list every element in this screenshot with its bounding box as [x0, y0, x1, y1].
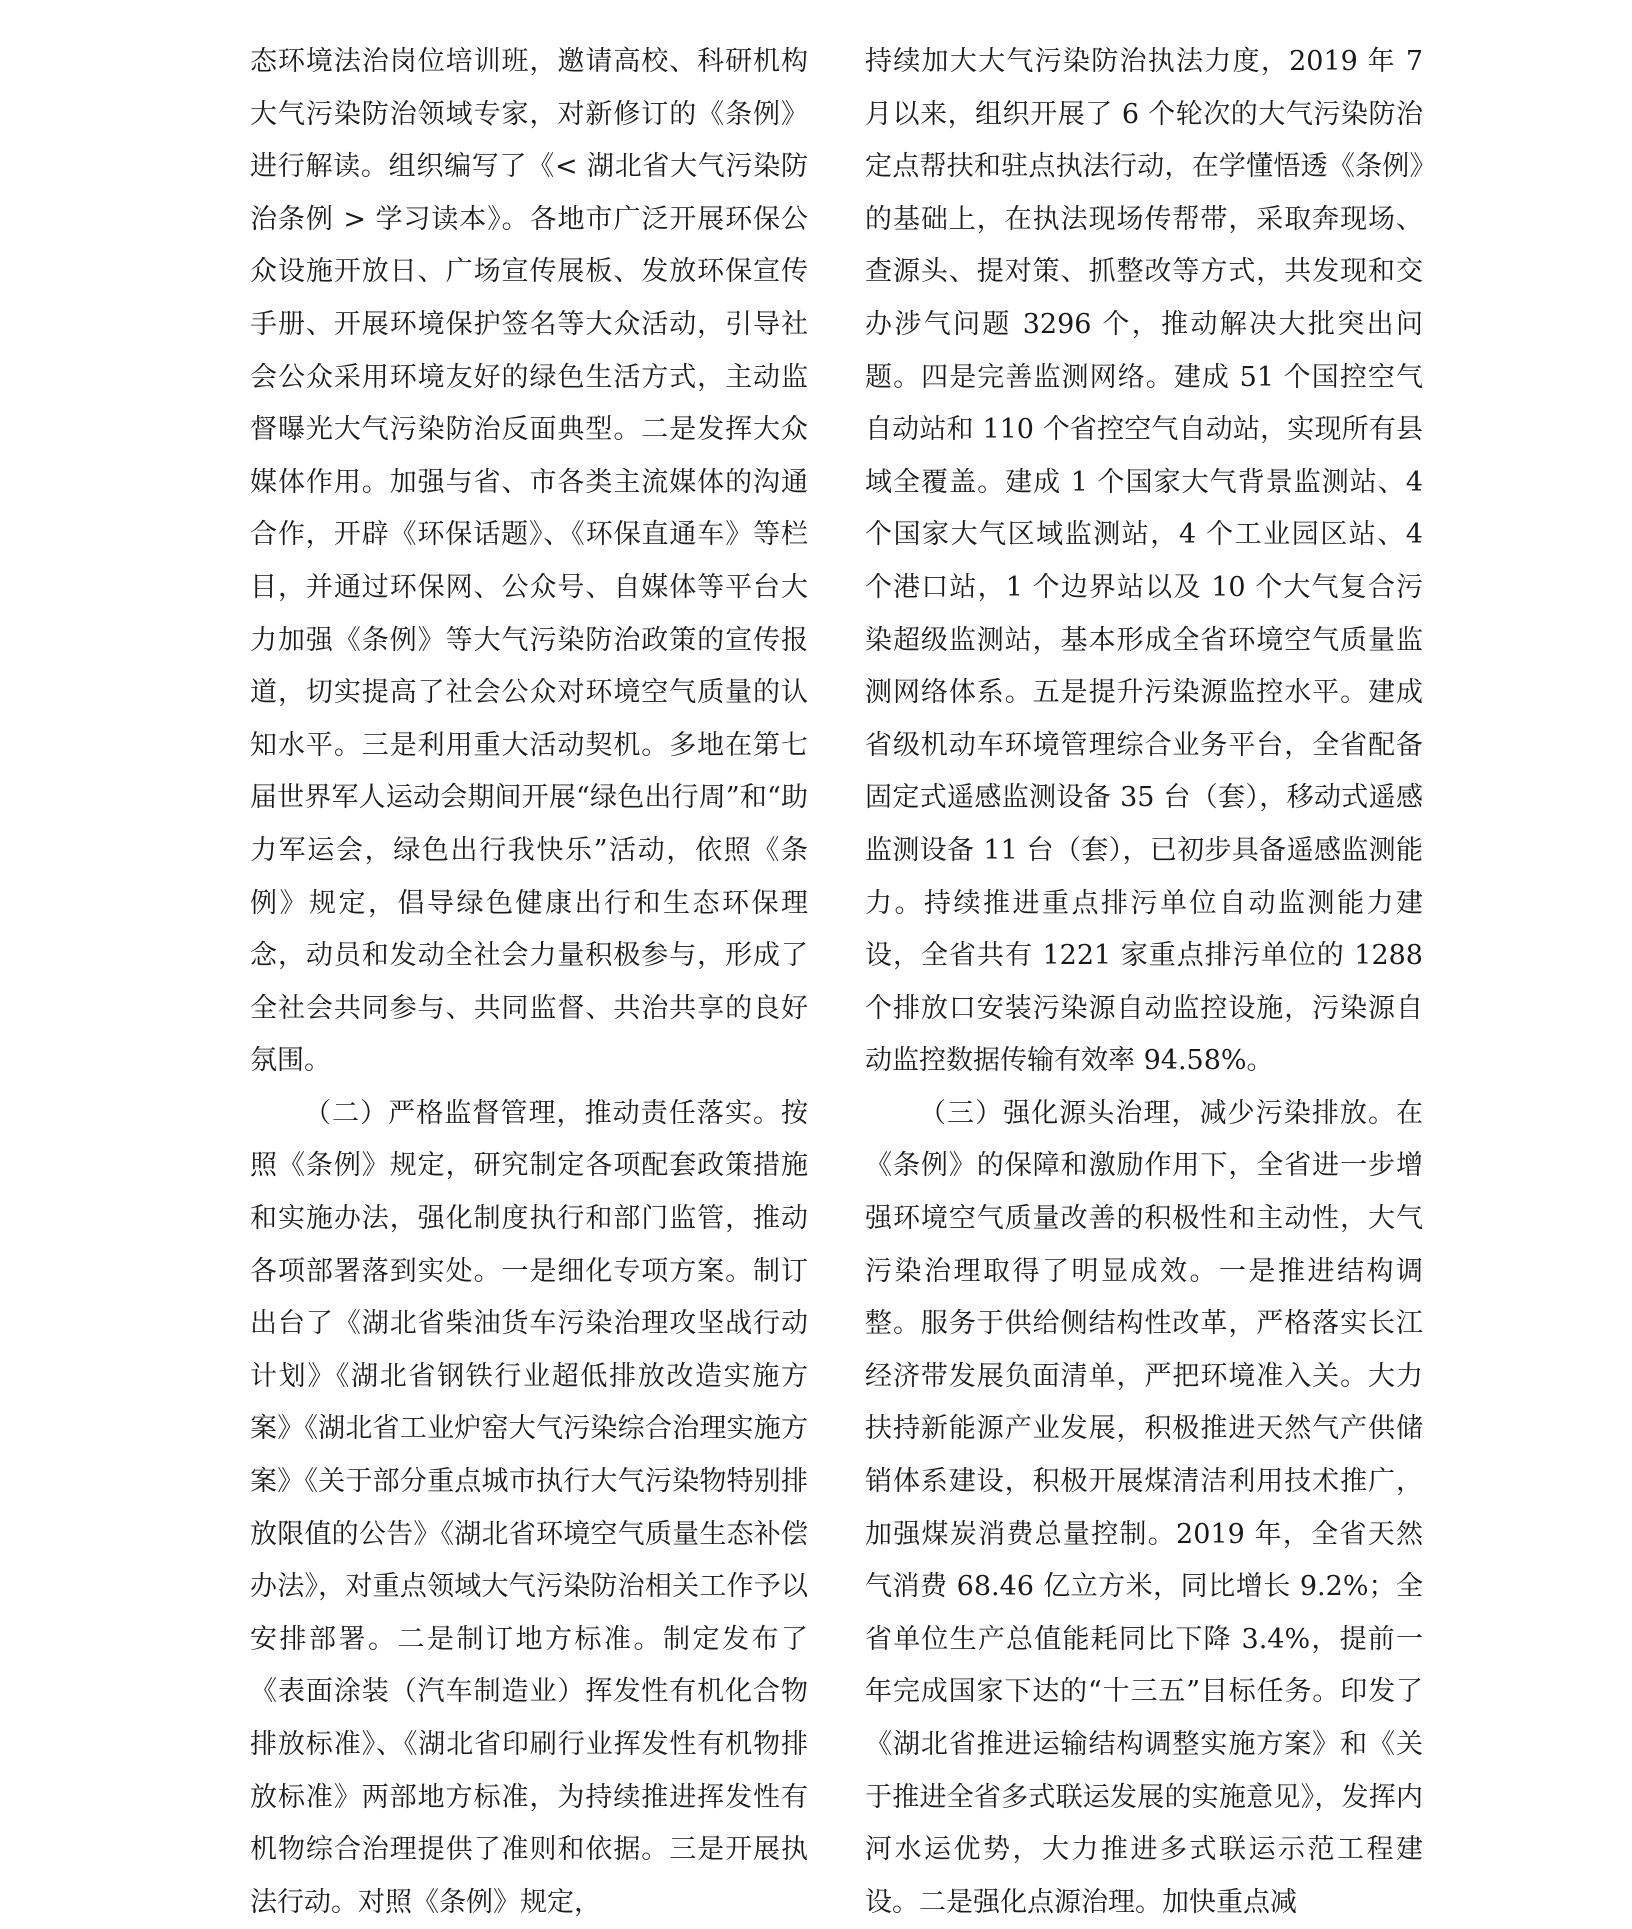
paragraph-continuation: 持续加大大气污染防治执法力度，2019 年 7 月以来，组织开展了 6 个轮次的大气污染防治定点帮扶和驻点执法行动，在学懂悟透《条例》的基础上，在执法现场传帮带，采取奔现场、查源头、提对策、抓整改等方式，共发现和交办涉气问题 3296 个，推动解决大批突出问题。四是完善监测网络。建成 51 个国控空气自动站和 110 个省控空气自动站，实现所有县域全覆盖。建成 1 个国家大气背景监测站、4 个国家大气区域监测站，4 个工业园区站、4 个港口站，1 个边界站以及 10 个大气复合污染超级监测站，基本形成全省环境空气质量监测网络体系。五是提升污染源监控水平。建成省级机动车环境管理综合业务平台，全省配备固定式遥感监测设备 35 台（套），移动式遥感监测设备 11 台（套），已初步具备遥感监测能力。持续推进重点排污单位自动监测能力建设，全省共有 1221 家重点排污单位的 1288 个排放口安装污染源自动监控设施，污染源自动监控数据传输有效率 94.58%。	[865, 46, 1423, 1077]
left-text-column	[250, 36, 808, 1929]
paragraph-section-2: （二）严格监督管理，推动责任落实。按照《条例》规定，研究制定各项配套政策措施和实施办法，强化制度执行和部门监管，推动各项部署落到实处。一是细化专项方案。制订出台了《湖北省柴油货车污染治理攻坚战行动计划》《湖北省钢铁行业超低排放改造实施方案》《湖北省工业炉窑大气污染综合治理实施方案》《关于部分重点城市执行大气污染物特别排放限值的公告》《湖北省环境空气质量生态补偿办法》，对重点领域大气污染防治相关工作予以安排部署。二是制订地方标准。制定发布了《表面涂装（汽车制造业）挥发性有机化合物排放标准》、《湖北省印刷行业挥发性有机物排放标准》两部地方标准，为持续推进挥发性有机物综合治理提供了准则和依据。三是开展执法行动。对照《条例》规定，	[250, 1097, 808, 1918]
paragraph-continuation: 态环境法治岗位培训班，邀请高校、科研机构大气污染防治领域专家，对新修订的《条例》进行解读。组织编写了《< 湖北省大气污染防治条例 > 学习读本》。各地市广泛开展环保公众设施开放日、广场宣传展板、发放环保宣传手册、开展环境保护签名等大众活动，引导社会公众采用环境友好的绿色生活方式，主动监督曝光大气污染防治反面典型。二是发挥大众媒体作用。加强与省、市各类主流媒体的沟通合作，开辟《环保话题》、《环保直通车》等栏目，并通过环保网、公众号、自媒体等平台大力加强《条例》等大气污染防治政策的宣传报道，切实提高了社会公众对环境空气质量的认知水平。三是利用重大活动契机。多地在第七届世界军人运动会期间开展“绿色出行周”和“助力军运会，绿色出行我快乐”活动，依照《条例》规定，倡导绿色健康出行和生态环保理念，动员和发动全社会力量积极参与，形成了全社会共同参与、共同监督、共治共享的良好氛围。	[250, 46, 808, 1077]
right-text-column	[865, 36, 1423, 1929]
paragraph-section-3: （三）强化源头治理，减少污染排放。在《条例》的保障和激励作用下，全省进一步增强环境空气质量改善的积极性和主动性，大气污染治理取得了明显成效。一是推进结构调整。服务于供给侧结构性改革，严格落实长江经济带发展负面清单，严把环境准入关。大力扶持新能源产业发展，积极推进天然气产供储销体系建设，积极开展煤清洁利用技术推广，加强煤炭消费总量控制。2019 年，全省天然气消费 68.46 亿立方米，同比增长 9.2%；全省单位生产总值能耗同比下降 3.4%，提前一年完成国家下达的“十三五”目标任务。印发了《湖北省推进运输结构调整实施方案》和《关于推进全省多式联运发展的实施意见》，发挥内河水运优势，大力推进多式联运示范工程建设。二是强化点源治理。加快重点减	[865, 1097, 1423, 1918]
